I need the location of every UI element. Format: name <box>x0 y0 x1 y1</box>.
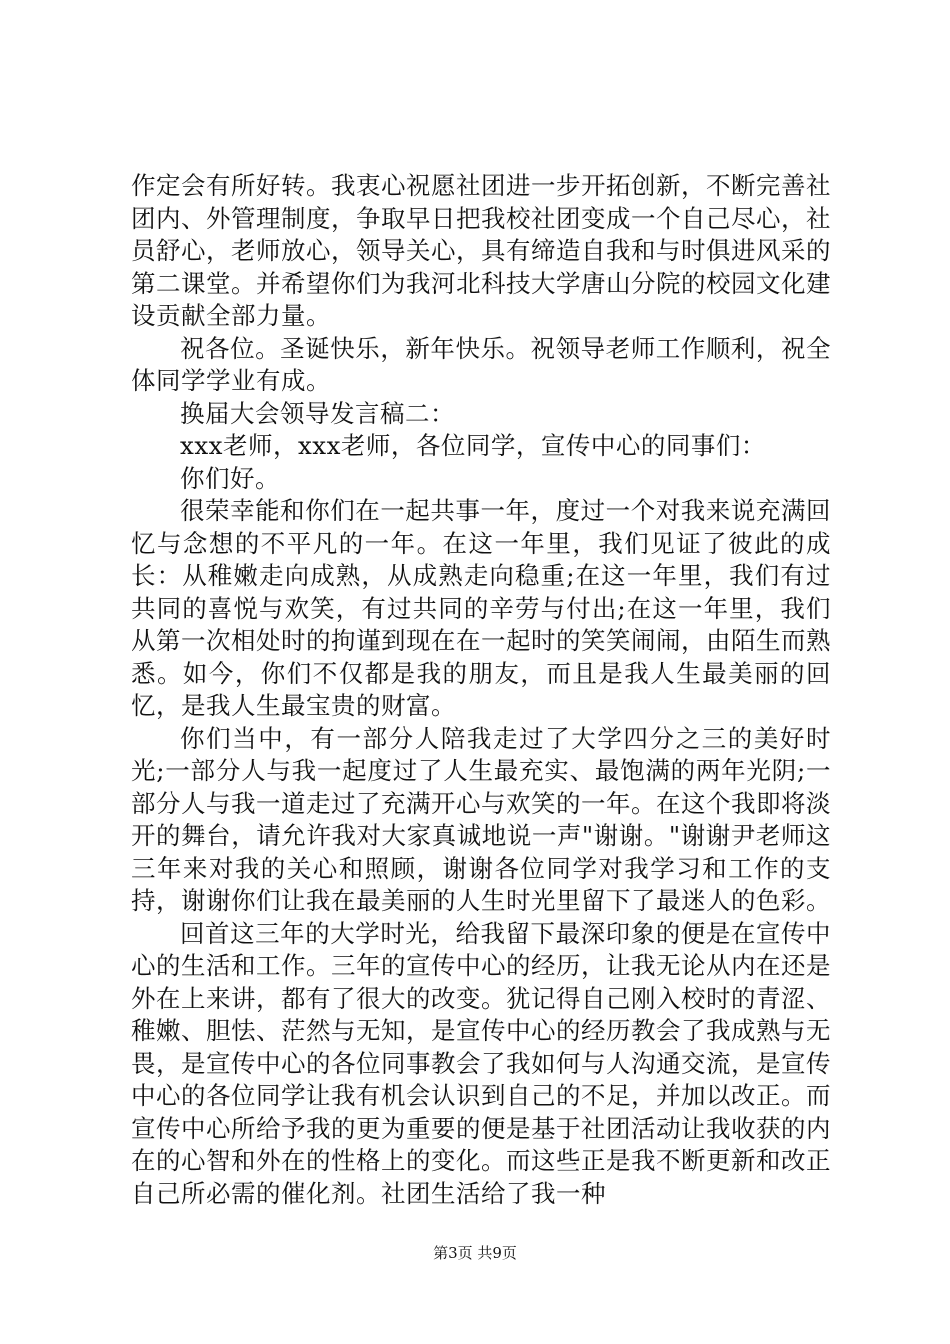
paragraph-body-1: 很荣幸能和你们在一起共事一年，度过一个对我来说充满回忆与念想的不平凡的一年。在这一年里，我们见证了彼此的成长：从稚嫩走向成熟，从成熟走向稳重;在这一年里，我们有过共同的喜悦与欢笑，有过共同的辛劳与付出;在这一年里，我们从第一次相处时的拘谨到现在在一起时的笑笑闹闹，由陌生而熟悉。如今，你们不仅都是我的朋友，而且是我人生最美丽的回忆，是我人生最宝贵的财富。 <box>131 496 831 720</box>
document-body <box>131 170 831 1210</box>
paragraph-body-3: 回首这三年的大学时光，给我留下最深印象的便是在宣传中心的生活和工作。三年的宣传中心的经历，让我无论从内在还是外在上来讲，都有了很大的改变。犹记得自己刚入校时的青涩、稚嫩、胆怯、茫然与无知，是宣传中心的经历教会了我成熟与无畏，是宣传中心的各位同事教会了我如何与人沟通交流，是宣传中心的各位同学让我有机会认识到自己的不足，并加以改正。而宣传中心所给予我的更为重要的便是基于社团活动让我收获的内在的心智和外在的性格上的变化。而这些正是我不断更新和改正自己所必需的催化剂。社团生活给了我一种 <box>131 918 831 1208</box>
paragraph-greetings: 祝各位。圣诞快乐，新年快乐。祝领导老师工作顺利，祝全体同学学业有成。 <box>131 333 831 395</box>
paragraph-speech-title: 换届大会领导发言稿二： <box>180 398 455 428</box>
page-footer: 第3页 共9页 <box>433 1244 517 1262</box>
paragraph-salutation: xxx老师，xxx老师，各位同学，宣传中心的同事们： <box>180 431 766 460</box>
paragraph-body-2: 你们当中，有一部分人陪我走过了大学四分之三的美好时光;一部分人与我一起度过了人生最充实、最饱满的两年光阴;一部分人与我一道走过了充满开心与欢笑的一年。在这个我即将淡开的舞台，请允许我对大家真诚地说一声"谢谢。"谢谢尹老师这三年来对我的关心和照顾，谢谢各位同学对我学习和工作的支持，谢谢你们让我在最美丽的人生时光里留下了最迷人的色彩。 <box>131 723 831 915</box>
paragraph-hello: 你们好。 <box>180 463 280 493</box>
paragraph-continuation: 作定会有所好转。我衷心祝愿社团进一步开拓创新，不断完善社团内、外管理制度，争取早日把我校社团变成一个自己尽心，社员舒心，老师放心，领导关心，具有缔造自我和与时俱进风采的第二课堂。并希望你们为我河北科技大学唐山分院的校园文化建设贡献全部力量。 <box>131 171 831 330</box>
